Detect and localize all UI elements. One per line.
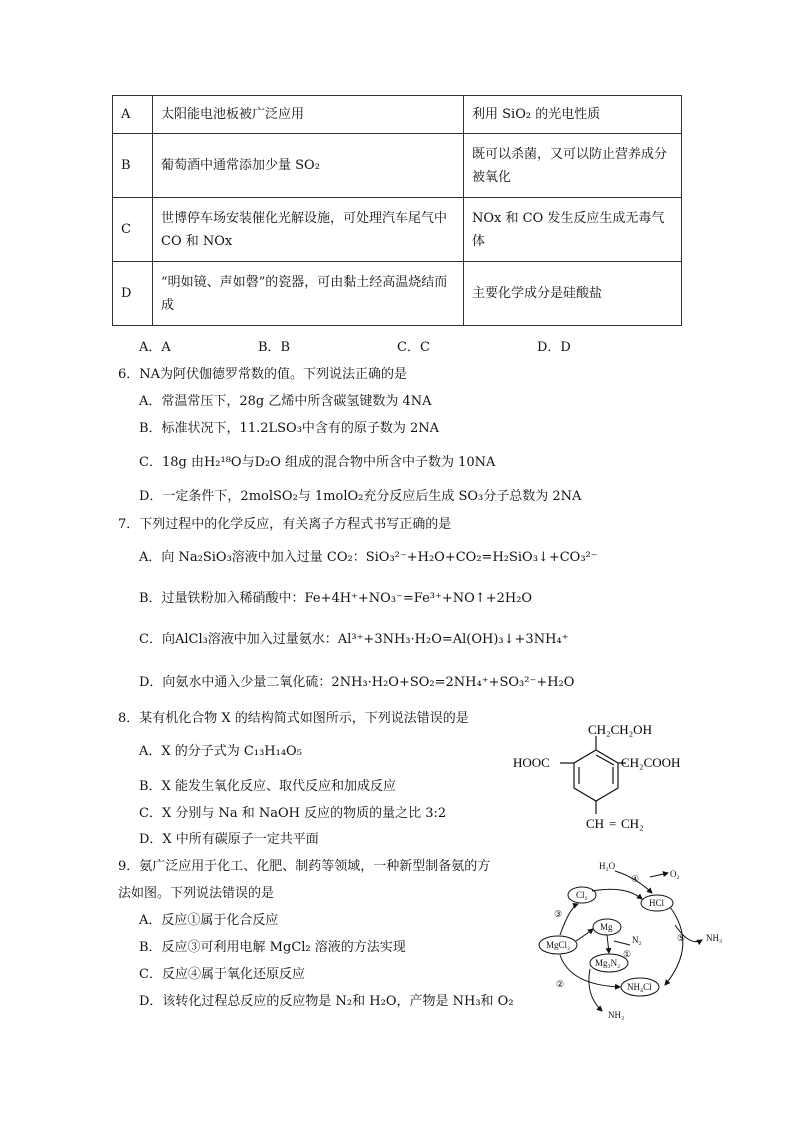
reason-cell: NOx 和 CO 发生反应生成无毒气体 <box>464 198 682 262</box>
phenomenon-cell: 葡萄酒中通常添加少量 SO₂ <box>153 134 464 198</box>
q9-option-c[interactable]: C．反应④属于氧化还原反应 <box>139 967 305 982</box>
q7-option-c[interactable]: C．向AlCl₃溶液中加入过量氨水：Al³⁺+3NH₃·H₂O=Al(OH)₃↓+3NH₄⁺ <box>139 632 569 647</box>
n2-label: N₂ <box>632 935 642 945</box>
q7-option-a[interactable]: A．向 Na₂SiO₃溶液中加入过量 CO₂：SiO₃²⁻+H₂O+CO₂=H₂SiO₃↓+CO₃²⁻ <box>139 550 598 565</box>
option-table <box>112 95 682 326</box>
q6-option-b[interactable]: B．标准状况下，11.2LSO₃中含有的原子数为 2NA <box>139 421 440 436</box>
reaction-1-label: ① <box>623 949 632 959</box>
table-row <box>113 134 682 198</box>
q6-option-a[interactable]: A．常温常压下，28g 乙烯中所含碳氢键数为 4NA <box>139 394 432 409</box>
q7-stem: 7．下列过程中的化学反应，有关离子方程式书写正确的是 <box>118 517 452 532</box>
structure-right-label: CH₂COOH <box>621 755 681 770</box>
reaction-2-label: ② <box>556 979 565 989</box>
q8-structure-diagram <box>508 722 698 834</box>
ammonia-cycle-diagram <box>530 855 730 1025</box>
q8-option-c[interactable]: C．X 分别与 Na 和 NaOH 反应的物质的量之比 3:2 <box>139 806 447 821</box>
cl2-label: Cl₂ <box>576 890 588 900</box>
q8-stem: 8．某有机化合物 X 的结构简式如图所示，下列说法错误的是 <box>118 711 469 726</box>
mg-label: Mg <box>600 922 613 932</box>
phenomenon-cell: “明如镜、声如磬”的瓷器，可由黏土经高温烧结而成 <box>153 262 464 326</box>
o2-label: O₂ <box>670 869 680 879</box>
structure-bottom-left: CH <box>586 816 605 831</box>
q8-option-d[interactable]: D．X 中所有碳原子一定共平面 <box>139 832 319 847</box>
q9-option-a[interactable]: A．反应①属于化合反应 <box>139 913 279 928</box>
table-row <box>113 262 682 326</box>
q6-stem: 6．NA为阿伏伽德罗常数的值。下列说法正确的是 <box>118 367 408 382</box>
structure-left-label: HOOC <box>513 755 550 770</box>
structure-bottom-right: CH₂ <box>621 816 644 831</box>
q7-option-d[interactable]: D．向氨水中通入少量二氧化硫：2NH₃·H₂O+SO₂=2NH₄⁺+SO₃²⁻+H₂O <box>139 675 575 690</box>
q6-option-c[interactable]: C．18g 由H₂¹⁸O与D₂O 组成的混合物中所含中子数为 10NA <box>139 455 496 470</box>
mgcl2-label: MgCl₂ <box>546 940 571 950</box>
q5-choice-d[interactable]: D．D <box>537 340 571 355</box>
row-label: C <box>113 198 153 262</box>
reason-cell: 主要化学成分是硅酸盐 <box>464 262 682 326</box>
q5-choice-b[interactable]: B．B <box>258 340 291 355</box>
q9-option-b[interactable]: B．反应③可利用电解 MgCl₂ 溶液的方法实现 <box>139 940 406 955</box>
q5-choice-c[interactable]: C．C <box>397 340 430 355</box>
q9-stem-line2: 法如图。下列说法错误的是 <box>118 886 275 901</box>
row-label: A <box>113 96 153 134</box>
h2o-label: H₂O <box>599 861 616 871</box>
row-label: D <box>113 262 153 326</box>
reaction-3-label: ③ <box>554 909 563 919</box>
nh4cl-label: NH₄Cl <box>627 982 652 992</box>
phenomenon-cell: 太阳能电池板被广泛应用 <box>153 96 464 134</box>
q7-option-b[interactable]: B．过量铁粉加入稀硝酸中：Fe+4H⁺+NO₃⁻=Fe³⁺+NO↑+2H₂O <box>139 591 533 606</box>
structure-double-bond: = <box>609 816 617 831</box>
phenomenon-cell: 世博停车场安装催化光解设施，可处理汽车尾气中 CO 和 NOx <box>153 198 464 262</box>
nh3-bottom-label: NH₃ <box>608 1010 625 1020</box>
structure-top-label: CH₂CH₂OH <box>588 722 652 737</box>
hcl-label: HCl <box>649 898 665 908</box>
reaction-4-label: ④ <box>631 874 640 884</box>
row-label: B <box>113 134 153 198</box>
reaction-5-label: ⑤ <box>677 933 686 943</box>
q9-option-d[interactable]: D．该转化过程总反应的反应物是 N₂和 H₂O，产物是 NH₃和 O₂ <box>139 994 514 1009</box>
q8-option-a[interactable]: A．X 的分子式为 C₁₃H₁₄O₅ <box>139 744 302 759</box>
q9-stem-line1: 9．氨广泛应用于化工、化肥、制药等领域，一种新型制备氨的方 <box>118 859 491 874</box>
q8-option-b[interactable]: B．X 能发生氧化反应、取代反应和加成反应 <box>139 779 396 794</box>
q5-choice-a[interactable]: A．A <box>139 340 171 355</box>
benzene-ring <box>574 750 618 801</box>
reason-cell: 利用 SiO₂ 的光电性质 <box>464 96 682 134</box>
reason-cell: 既可以杀菌，又可以防止营养成分被氧化 <box>464 134 682 198</box>
nh3-right-label: NH₃ <box>706 933 723 943</box>
table-row <box>113 96 682 134</box>
mg3n2-label: Mg₃N₂ <box>595 958 621 968</box>
q6-option-d[interactable]: D．一定条件下，2molSO₂与 1molO₂充分反应后生成 SO₃分子总数为 2NA <box>139 489 582 504</box>
table-row <box>113 198 682 262</box>
